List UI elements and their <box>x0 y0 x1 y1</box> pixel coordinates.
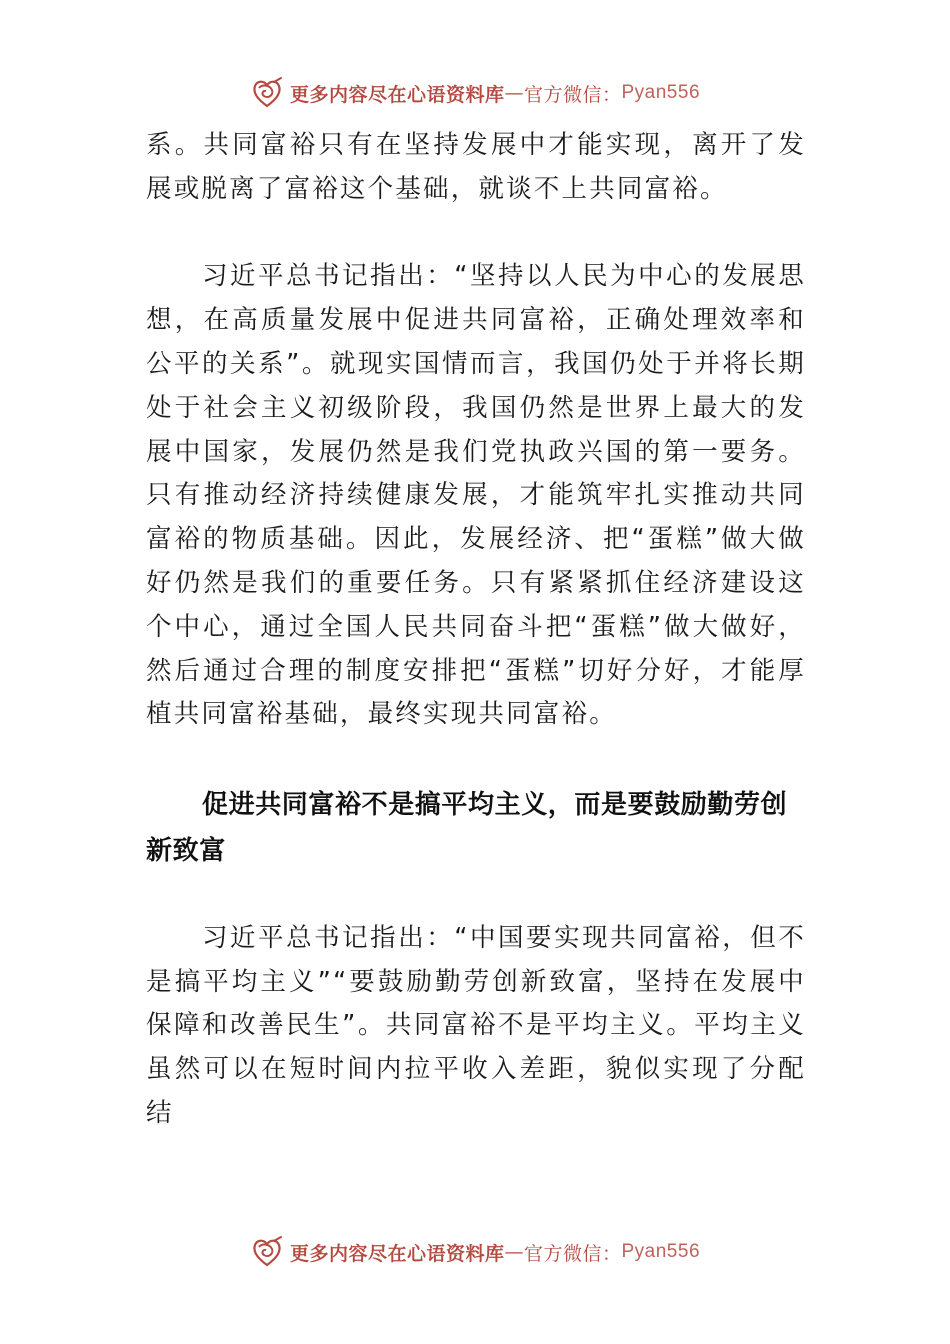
watermark-separator: — <box>504 1241 524 1263</box>
paragraph-gap <box>146 737 806 781</box>
paragraph-development: 习近平总书记指出：“坚持以人民为中心的发展思想，在高质量发展中促进共同富裕，正确处理效率和公平的关系”。就现实国情而言，我国仍处于并将长期处于社会主义初级阶段，我国仍然是世界上最大的发展中国家，发展仍然是我们党执政兴国的第一要务。只有推动经济持续健康发展，才能筑牢扎实推动共同富裕的物质基础。因此，发展经济、把“蛋糕”做大做好仍然是我们的重要任务。只有紧紧抓住经济建设这个中心，通过全国人民共同奋斗把“蛋糕”做大做好，然后通过合理的制度安排把“蛋糕”切好分好，才能厚植共同富裕基础，最终实现共同富裕。 <box>146 261 806 730</box>
paragraph-gap <box>146 873 806 917</box>
document-body <box>146 124 806 1136</box>
watermark-wechat-label: 官方微信： <box>523 1242 622 1265</box>
paragraph-continuation: 系。共同富裕只有在坚持发展中才能实现，离开了发展或脱离了富裕这个基础，就谈不上共同富裕。 <box>146 130 806 204</box>
paragraph-not-egalitarianism: 习近平总书记指出：“中国要实现共同富裕，但不是搞平均主义”“要鼓励勤劳创新致富，坚持在发展中保障和改善民生”。共同富裕不是平均主义。平均主义虽然可以在短时间内拉平收入差距，貌似实现了分配结 <box>146 922 806 1128</box>
heart-swirl-logo-icon <box>250 1235 284 1269</box>
footer-watermark <box>0 1232 950 1272</box>
watermark-separator: — <box>504 82 524 104</box>
watermark-wechat-label: 官方微信： <box>523 83 622 106</box>
watermark-wechat-id: Pyan556 <box>621 82 701 103</box>
watermark-brand-text: 更多内容尽在心语资料库 <box>289 1242 505 1265</box>
header-watermark <box>0 73 950 113</box>
section-heading: 促进共同富裕不是搞平均主义，而是要鼓励勤劳创新致富 <box>146 788 788 865</box>
watermark-brand-text: 更多内容尽在心语资料库 <box>289 83 505 106</box>
heart-swirl-logo-icon <box>250 76 284 110</box>
paragraph-gap <box>146 212 806 256</box>
watermark-wechat-id: Pyan556 <box>621 1241 701 1262</box>
